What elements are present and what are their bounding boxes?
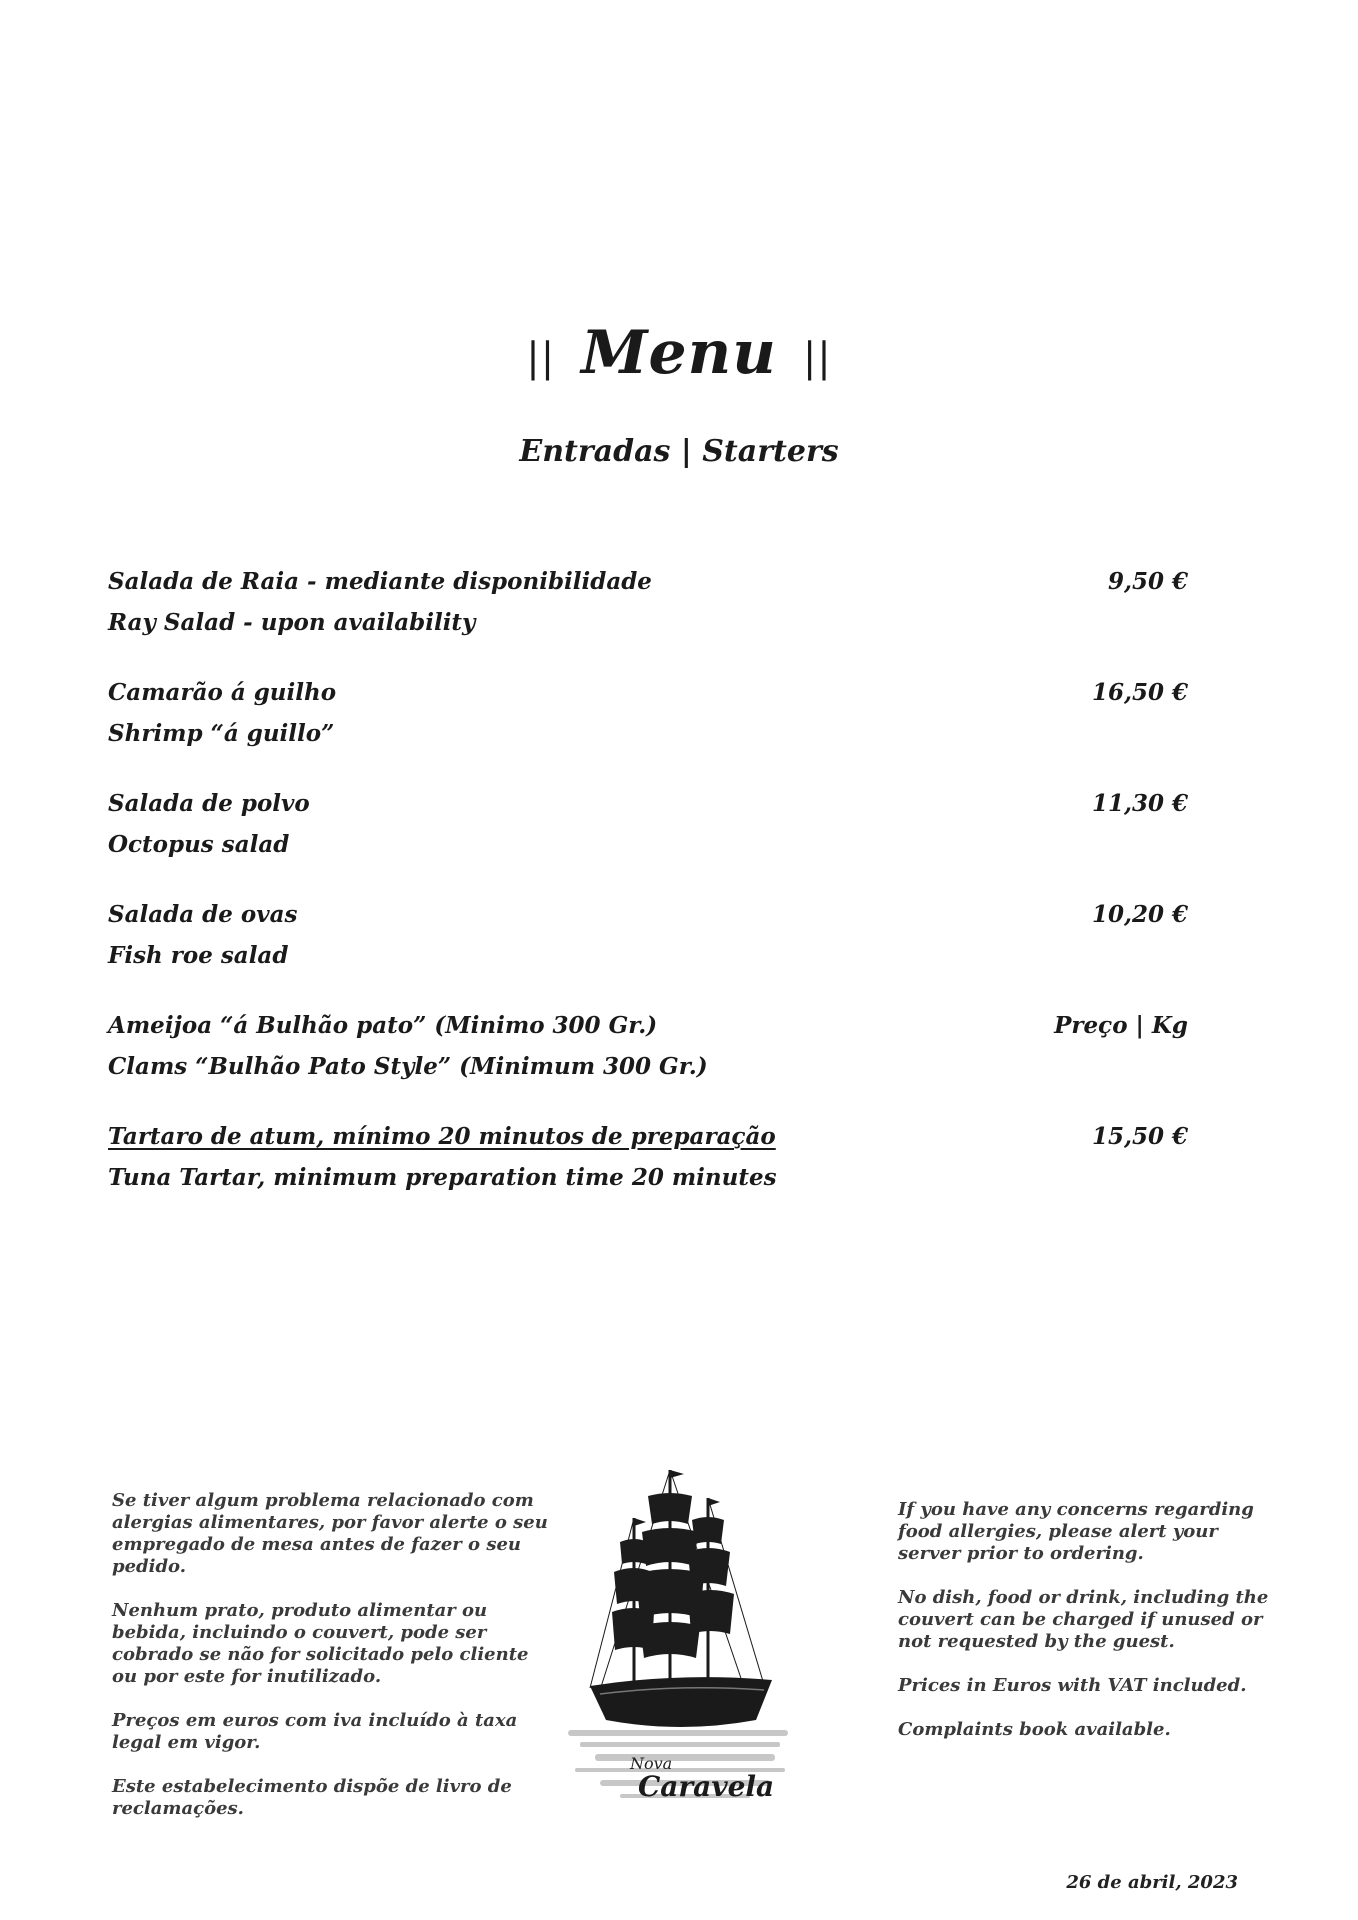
item-name-pt: Salada de polvo (108, 790, 310, 817)
item-name-en: Octopus salad (108, 831, 290, 858)
item-name-pt: Tartaro de atum, mínimo 20 minutos de preparação (108, 1123, 776, 1150)
item-name-pt: Salada de Raia - mediante disponibilidade (108, 568, 652, 595)
ship-icon (560, 1458, 810, 1818)
section-heading: Entradas | Starters (519, 434, 839, 469)
item-name-pt: Ameijoa “á Bulhão pato” (Minimo 300 Gr.) (108, 1012, 658, 1039)
item-name-en: Ray Salad - upon availability (108, 609, 476, 636)
complaints-note-en: Complaints book available. (898, 1719, 1171, 1740)
item-name-pt: Camarão á guilho (108, 679, 337, 706)
footer-notes-en (898, 1499, 1278, 1763)
vat-note-pt: Preços em euros com iva incluído à taxa legal em vigor. (112, 1710, 518, 1753)
item-name-pt: Salada de ovas (108, 901, 298, 928)
menu-title (0, 318, 1358, 393)
complaints-note-pt: Este estabelecimento dispõe de livro de reclamações. (112, 1776, 512, 1819)
item-price: 10,20 € (1091, 901, 1188, 928)
item-price: 16,50 € (1091, 679, 1188, 706)
menu-item (108, 1122, 1188, 1233)
couvert-note-pt: Nenhum prato, produto alimentar ou bebida, incluindo o couvert, pode ser cobrado se não for solicitado pelo cliente ou por este for inutilizado. (112, 1600, 529, 1687)
menu-item (108, 678, 1188, 789)
logo-text-nova: Nova (630, 1754, 673, 1773)
item-name-en: Tuna Tartar, minimum preparation time 20 minutes (108, 1164, 777, 1191)
menu-item (108, 1011, 1188, 1122)
item-name-en: Shrimp “á guillo” (108, 720, 335, 747)
menu-date: 26 de abril, 2023 (1066, 1872, 1238, 1893)
item-price: 15,50 € (1091, 1123, 1188, 1150)
title-bars-right: || (802, 334, 832, 381)
footer-notes-pt (112, 1490, 552, 1842)
menu-items (108, 567, 1188, 1233)
item-name-en: Fish roe salad (108, 942, 289, 969)
logo-text-caravela: Caravela (638, 1770, 775, 1803)
page-title: Menu (581, 318, 777, 388)
menu-item (108, 900, 1188, 1011)
allergy-note-pt: Se tiver algum problema relacionado com alergias alimentares, por favor alerte o seu empregado de mesa antes de fazer o seu pedido. (112, 1490, 548, 1577)
item-price: 11,30 € (1091, 790, 1188, 817)
vat-note-en: Prices in Euros with VAT included. (898, 1675, 1247, 1696)
item-price: Preço | Kg (1054, 1012, 1188, 1039)
item-price: 9,50 € (1107, 568, 1188, 595)
allergy-note-en: If you have any concerns regarding food allergies, please alert your server prior to ordering. (898, 1499, 1254, 1564)
item-name-en: Clams “Bulhão Pato Style” (Minimum 300 Gr.) (108, 1053, 708, 1080)
menu-item (108, 567, 1188, 678)
nova-caravela-logo (560, 1458, 810, 1818)
couvert-note-en: No dish, food or drink, including the couvert can be charged if unused or not requested by the guest. (898, 1587, 1269, 1652)
menu-item (108, 789, 1188, 900)
title-bars-left: || (526, 334, 556, 381)
